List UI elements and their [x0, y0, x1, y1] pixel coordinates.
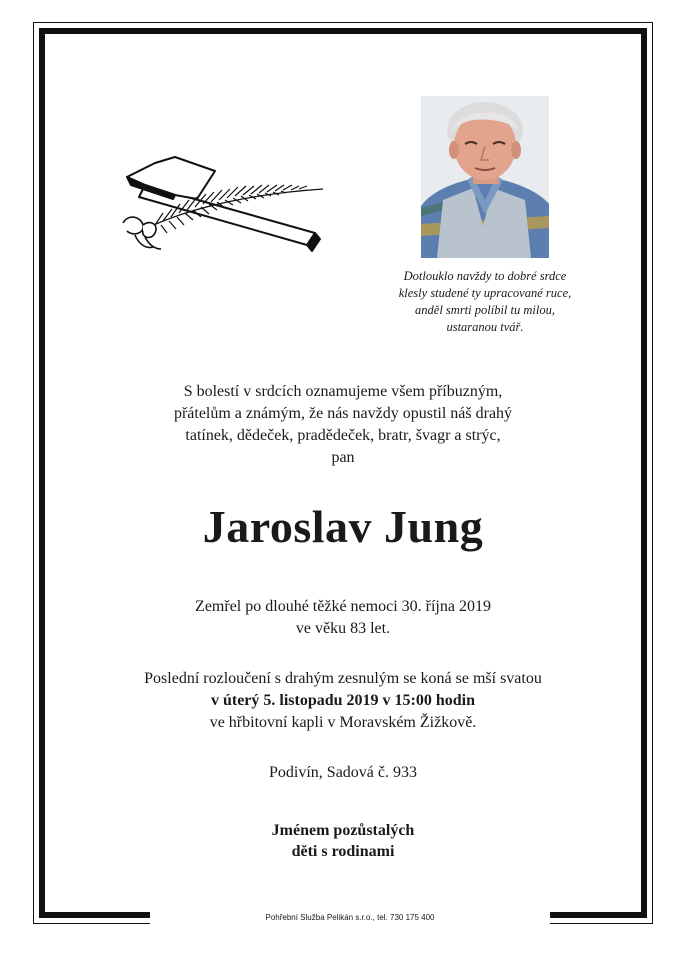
funeral-details	[80, 668, 606, 734]
family-address: Podivín, Sadová č. 933	[269, 764, 417, 781]
deceased-name: Jaroslav Jung	[202, 501, 484, 552]
cross-with-palm-icon	[115, 155, 335, 255]
death-details	[90, 596, 596, 640]
announcement-line: S bolestí v srdcích oznamujeme všem příbuzným,	[183, 383, 503, 400]
announcement-line: pan	[331, 449, 355, 466]
death-line: Zemřel po dlouhé těžké nemoci 30. října 2019	[195, 598, 491, 615]
poem-line: klesly studené ty upracované ruce,	[398, 286, 572, 300]
memorial-poem	[360, 268, 610, 336]
funeral-location: ve hřbitovní kapli v Moravském Žižkově.	[209, 714, 477, 731]
portrait-photo	[421, 96, 549, 258]
poem-line: Dotlouklo navždy to dobré srdce	[403, 269, 567, 283]
funeral-line: Poslední rozloučení s drahým zesnulým se koná se mší svatou	[144, 670, 542, 687]
signature-line: děti s rodinami	[291, 843, 395, 860]
poem-line: ustaranou tvář.	[446, 320, 524, 334]
funeral-datetime: v úterý 5. listopadu 2019 v 15:00 hodin	[210, 692, 476, 709]
announcement-text	[90, 381, 596, 469]
poem-line: anděl smrti políbil tu milou,	[415, 303, 555, 317]
announcement-line: přátelům a známým, že nás navždy opustil náš drahý	[173, 405, 513, 422]
signature	[90, 820, 596, 862]
announcement-line: tatínek, dědeček, pradědeček, bratr, švagr a strýc,	[185, 427, 501, 444]
signature-line: Jménem pozůstalých	[271, 822, 415, 839]
funeral-service-footer: Pohřební Služba Pelikán s.r.o., tel. 730 175 400	[150, 911, 550, 925]
age-line: ve věku 83 let.	[295, 620, 391, 637]
